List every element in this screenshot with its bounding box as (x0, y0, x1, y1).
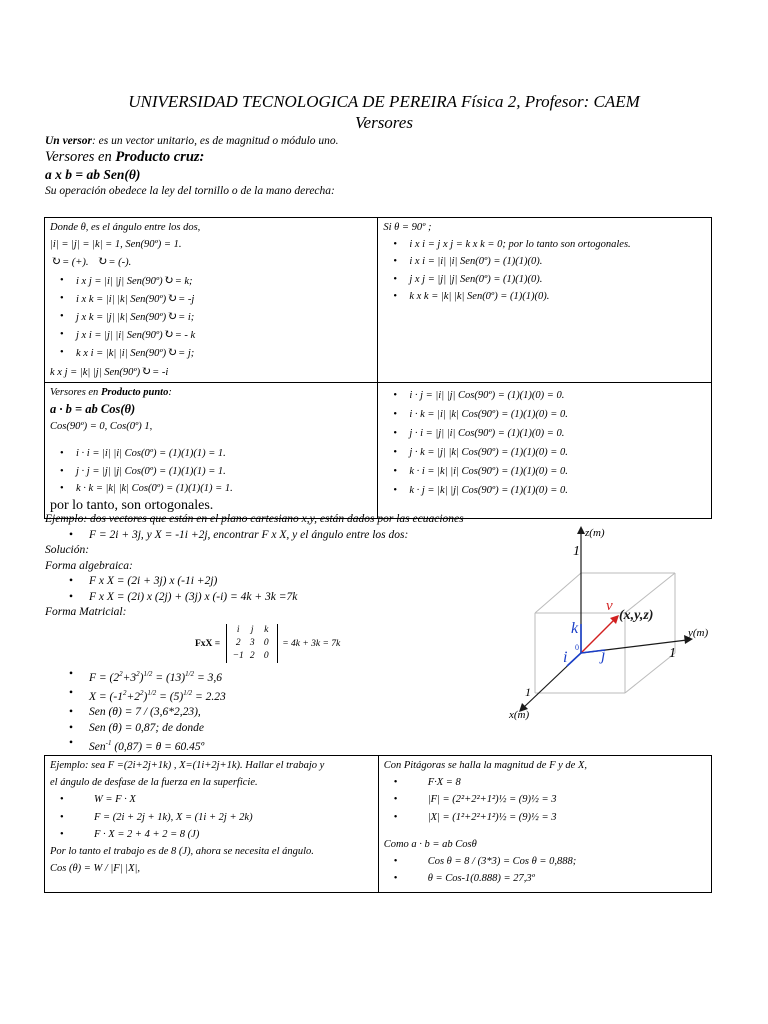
sign-plus: = (+). (62, 257, 89, 269)
cube-edge (535, 573, 581, 613)
matrix-row (231, 637, 273, 650)
mag-part: ) (139, 671, 144, 684)
mag-sup: 2 (136, 669, 140, 678)
dot-item: • i · i = |i| |i| Cos(0º) = (1)(1)(1) = 1. (50, 445, 372, 462)
cross-left-cell (45, 218, 378, 383)
cross-item-text: k x i = |k| |i| Sen(90º) (76, 348, 167, 360)
dot-heading (50, 384, 372, 401)
unit-cube (535, 573, 675, 693)
mag-part: = 3,6 (194, 671, 222, 684)
ex2r-item: • |F| = (2²+2²+1²)½ = (9)½ = 3 (384, 791, 706, 808)
ex2-line2: el ángulo de desfase de la fuerza en la superficie. (50, 777, 258, 789)
versor-term: Un versor (45, 135, 92, 147)
ex2r-item: • |X| = (1²+2²+1²)½ = (9)½ = 3 (384, 809, 706, 826)
rotate-icon: ↻ (167, 290, 178, 305)
mag-part: = 2.23 (192, 690, 226, 703)
rotate-icon: ↻ (163, 327, 174, 342)
sen-inv-a: Sen (89, 740, 106, 753)
dot-right-cell (378, 382, 712, 518)
cross-item-result: = -j (178, 293, 195, 305)
vector-figure (495, 518, 725, 728)
sign-minus: = (-). (108, 257, 132, 269)
rotate-ccw-icon: ↻ (51, 254, 62, 269)
z-label: z(m) (585, 527, 605, 539)
example2-left-cell (45, 756, 379, 893)
matrix-label: FxX = (195, 638, 221, 649)
point-label: (x,y,z) (619, 608, 654, 623)
example2-right-cell (378, 756, 711, 893)
matrix-cell: 2 (235, 638, 241, 648)
ex2-item: • F · X = 2 + 4 + 2 = 8 (J) (50, 826, 373, 843)
ex1-intro: Ejemplo: dos vectores que están en el plano cartesiano x,y, están dados por las ecuaciones (45, 513, 464, 525)
dot-item: • k · k = |k| |k| Cos(0º) = (1)(1)(1) = 1. (50, 480, 372, 497)
ex2r-item: • F·X = 8 (384, 774, 706, 791)
dot-formula: a · b = ab Cos(θ) (50, 402, 136, 417)
one-y: 1 (669, 646, 676, 661)
axes (523, 532, 687, 708)
unit-i (567, 653, 581, 666)
ex1-alg-item: • F x X = (2i + 3j) x (-1i +2j) (45, 574, 515, 590)
cross-line3 (50, 253, 372, 271)
y-label: y(m) (688, 627, 709, 639)
ex2r-item2: • Cos θ = 8 / (3*3) = Cos θ = 0,888; (384, 853, 706, 870)
cube-edge (625, 653, 675, 693)
dot-right-item: • i · k = |i| |k| Cos(90º) = (1)(1)(0) = 0. (383, 405, 706, 424)
ex1-alg-item: • F x X = (2i) x (2j) + (3j) x (-i) = 4k + 3k =7k (45, 590, 515, 606)
mag-part: +2 (126, 690, 140, 703)
dot-heading-bold: Producto punto (100, 386, 169, 398)
x-label: x(m) (509, 709, 530, 721)
cross-line2: |i| = |j| = |k| = 1, Sen(90º) = 1. (50, 239, 182, 251)
cross-item (50, 290, 372, 308)
cross-line1: Donde θ, es el ángulo entre los dos, (50, 222, 201, 233)
cross-right-cell (378, 218, 712, 383)
v-label: v (606, 598, 613, 614)
cross-item-text: j x i = |j| |i| Sen(90º) (76, 330, 163, 342)
dot-conclusion: por lo tanto, son ortogonales. (50, 498, 214, 514)
sen-line: • Sen (θ) = 0,87; de donde (45, 721, 515, 737)
mag-sup: 2 (139, 688, 144, 697)
example1-section (45, 512, 515, 755)
cross-right-item: • k x k = |k| |k| Sen(0º) = (1)(1)(0). (383, 288, 706, 305)
one-z: 1 (573, 544, 580, 559)
ex1-algebraica: Forma algebraica: (45, 559, 133, 572)
cross-last (50, 363, 372, 381)
dot-right-item: • k · i = |k| |i| Cos(90º) = (1)(1)(0) = 0. (383, 462, 706, 481)
dot-left-cell (45, 382, 378, 518)
versor-definition (45, 134, 725, 148)
cross-heading-bold: Producto cruz: (115, 149, 205, 165)
ex2-line1: Ejemplo: sea F =(2i+2j+1k) , X=(1i+2j+1k). Hallar el trabajo y (50, 760, 325, 771)
matrix-row (231, 624, 273, 637)
cube-edge (625, 573, 675, 613)
cross-right-item: • i x i = |i| |i| Sen(0º) = (1)(1)(0). (383, 253, 706, 270)
mag-x (45, 686, 515, 705)
sen-inv-b: (0,87) = θ = 60.45º (111, 740, 205, 753)
cross-item-text: j x k = |j| |k| Sen(90º) (76, 312, 167, 324)
matrix-cell: k (264, 625, 269, 635)
mag-sup: 2 (119, 669, 123, 678)
dot-cos-line: Cos(90º) = 0, Cos(0º) 1, (50, 421, 153, 433)
cross-item-result: = - k (174, 330, 196, 342)
rotate-icon: ↻ (163, 272, 174, 287)
ex2-item: • F = (2i + 2j + 1k), X = (1i + 2j + 2k) (50, 809, 373, 826)
versor-def: : es un vector unitario, es de magnitud o módulo uno. (91, 135, 339, 147)
ex2r-item2: • θ = Cos-1(0.888) = 27,3º (384, 870, 706, 887)
i-label: i (563, 649, 568, 666)
mag-sup: 2 (122, 688, 127, 697)
matrix-cell: i (236, 625, 240, 635)
sen-inv-sup: -1 (105, 739, 112, 748)
mag-sup: 1/2 (185, 669, 195, 678)
intro-section (45, 134, 725, 198)
origin-label: 0 (575, 643, 579, 652)
j-label: j (601, 647, 606, 664)
one-x: 1 (525, 685, 531, 699)
cross-item-result: = k; (174, 275, 193, 287)
dot-right-item: • j · k = |j| |k| Cos(90º) = (1)(1)(0) = 0. (383, 443, 706, 462)
mag-part: ) (143, 690, 148, 703)
matrix-cell: 3 (249, 638, 255, 648)
ex1-matricial: Forma Matricial: (45, 606, 127, 618)
cross-item (50, 272, 372, 290)
cross-formula: a x b = ab Sen(θ) (45, 167, 141, 182)
mag-part: +3 (122, 671, 137, 684)
dot-heading-pre: Versores en (50, 386, 101, 398)
mag-sup: 1/2 (183, 688, 193, 697)
rotate-cw-icon: ↻ (97, 254, 108, 269)
rule-text: Su operación obedece la ley del tornillo o de la mano derecha: (45, 185, 335, 197)
rotate-icon: ↻ (167, 309, 178, 324)
dot-right-item: • i · j = |i| |j| Cos(90º) = (1)(1)(0) = 0. (383, 386, 706, 405)
cross-item-result: = i; (178, 312, 195, 324)
rotate-icon: ↻ (141, 363, 152, 378)
ex2-item: • W = F · X (50, 791, 373, 808)
ex2r-line1: Con Pitágoras se halla la magnitud de F y de X, (383, 760, 587, 771)
matrix-cell: 0 (263, 638, 269, 648)
matrix-row (231, 650, 273, 663)
dot-right-item: • j · i = |j| |i| Cos(90º) = (1)(1)(0) = 0. (383, 424, 706, 443)
cross-right-line1: Si θ = 90º ; (383, 222, 432, 233)
page-subtitle: Versores (355, 113, 413, 132)
matrix-cell: j (250, 625, 254, 635)
mag-part: = (5) (156, 690, 184, 703)
ex2r-line2: Como a · b = ab Cosθ (383, 838, 477, 850)
ex1-eq: • F = 2i + 3j, y X = -1i +2j, encontrar F x X, y el ángulo entre los dos: (45, 528, 515, 544)
matrix-result: = 4k + 3k = 7k (282, 638, 341, 649)
matrix-cell: 2 (249, 651, 255, 661)
matrix-cell: 0 (263, 651, 269, 661)
vector-v (581, 618, 616, 653)
sen-inverse (45, 736, 515, 755)
k-label: k (571, 620, 579, 637)
mag-sup: 1/2 (143, 669, 153, 678)
rotate-icon: ↻ (167, 345, 178, 360)
dot-item: • j · j = |j| |j| Cos(0º) = (1)(1)(1) = 1. (50, 463, 372, 480)
cross-item-text: i x k = |i| |k| Sen(90º) (76, 293, 167, 305)
sen-line: • Sen (θ) = 7 / (3,6*2,23), (45, 705, 515, 721)
mag-part: = (13) (152, 671, 186, 684)
mag-part: F = (2 (89, 671, 120, 684)
cross-item-text: i x j = |i| |j| Sen(90º) (76, 275, 163, 287)
dot-heading-post: : (168, 386, 172, 398)
cross-item (50, 308, 372, 326)
matrix-body (226, 624, 278, 663)
cross-item (50, 326, 372, 344)
cross-item-result: = j; (178, 348, 195, 360)
versor-table (44, 217, 712, 519)
cross-right-item: • i x i = j x j = k x k = 0; por lo tanto son ortogonales. (383, 236, 706, 253)
ex1-solucion: Solución: (45, 544, 90, 556)
mag-sup: 1/2 (147, 688, 157, 697)
cross-heading-pre: Versores en (45, 149, 116, 165)
page-title: UNIVERSIDAD TECNOLOGICA DE PEREIRA Física 2, Profesor: CAEM (128, 92, 640, 111)
cross-item (50, 344, 372, 362)
mag-f (45, 667, 515, 686)
dot-right-item: • k · j = |k| |j| Cos(90º) = (1)(1)(0) = 0. (383, 481, 706, 500)
z-arrow-icon (577, 526, 585, 534)
cross-heading (45, 148, 725, 166)
cross-last-result: = -i (152, 366, 169, 378)
matrix-cell: −1 (232, 651, 244, 661)
ex2-line4: Cos (θ) = W / |F| |X|, (50, 863, 140, 875)
cross-last-text: k x j = |k| |j| Sen(90º) (50, 366, 141, 378)
cross-right-item: • j x j = |j| |j| Sen(0º) = (1)(1)(0). (383, 271, 706, 288)
ex2-line3: Por lo tanto el trabajo es de 8 (J), ahora se necesita el ángulo. (50, 846, 314, 858)
example2-table (44, 755, 712, 893)
mag-part: X = (-1 (89, 690, 123, 703)
determinant-matrix (195, 621, 515, 667)
